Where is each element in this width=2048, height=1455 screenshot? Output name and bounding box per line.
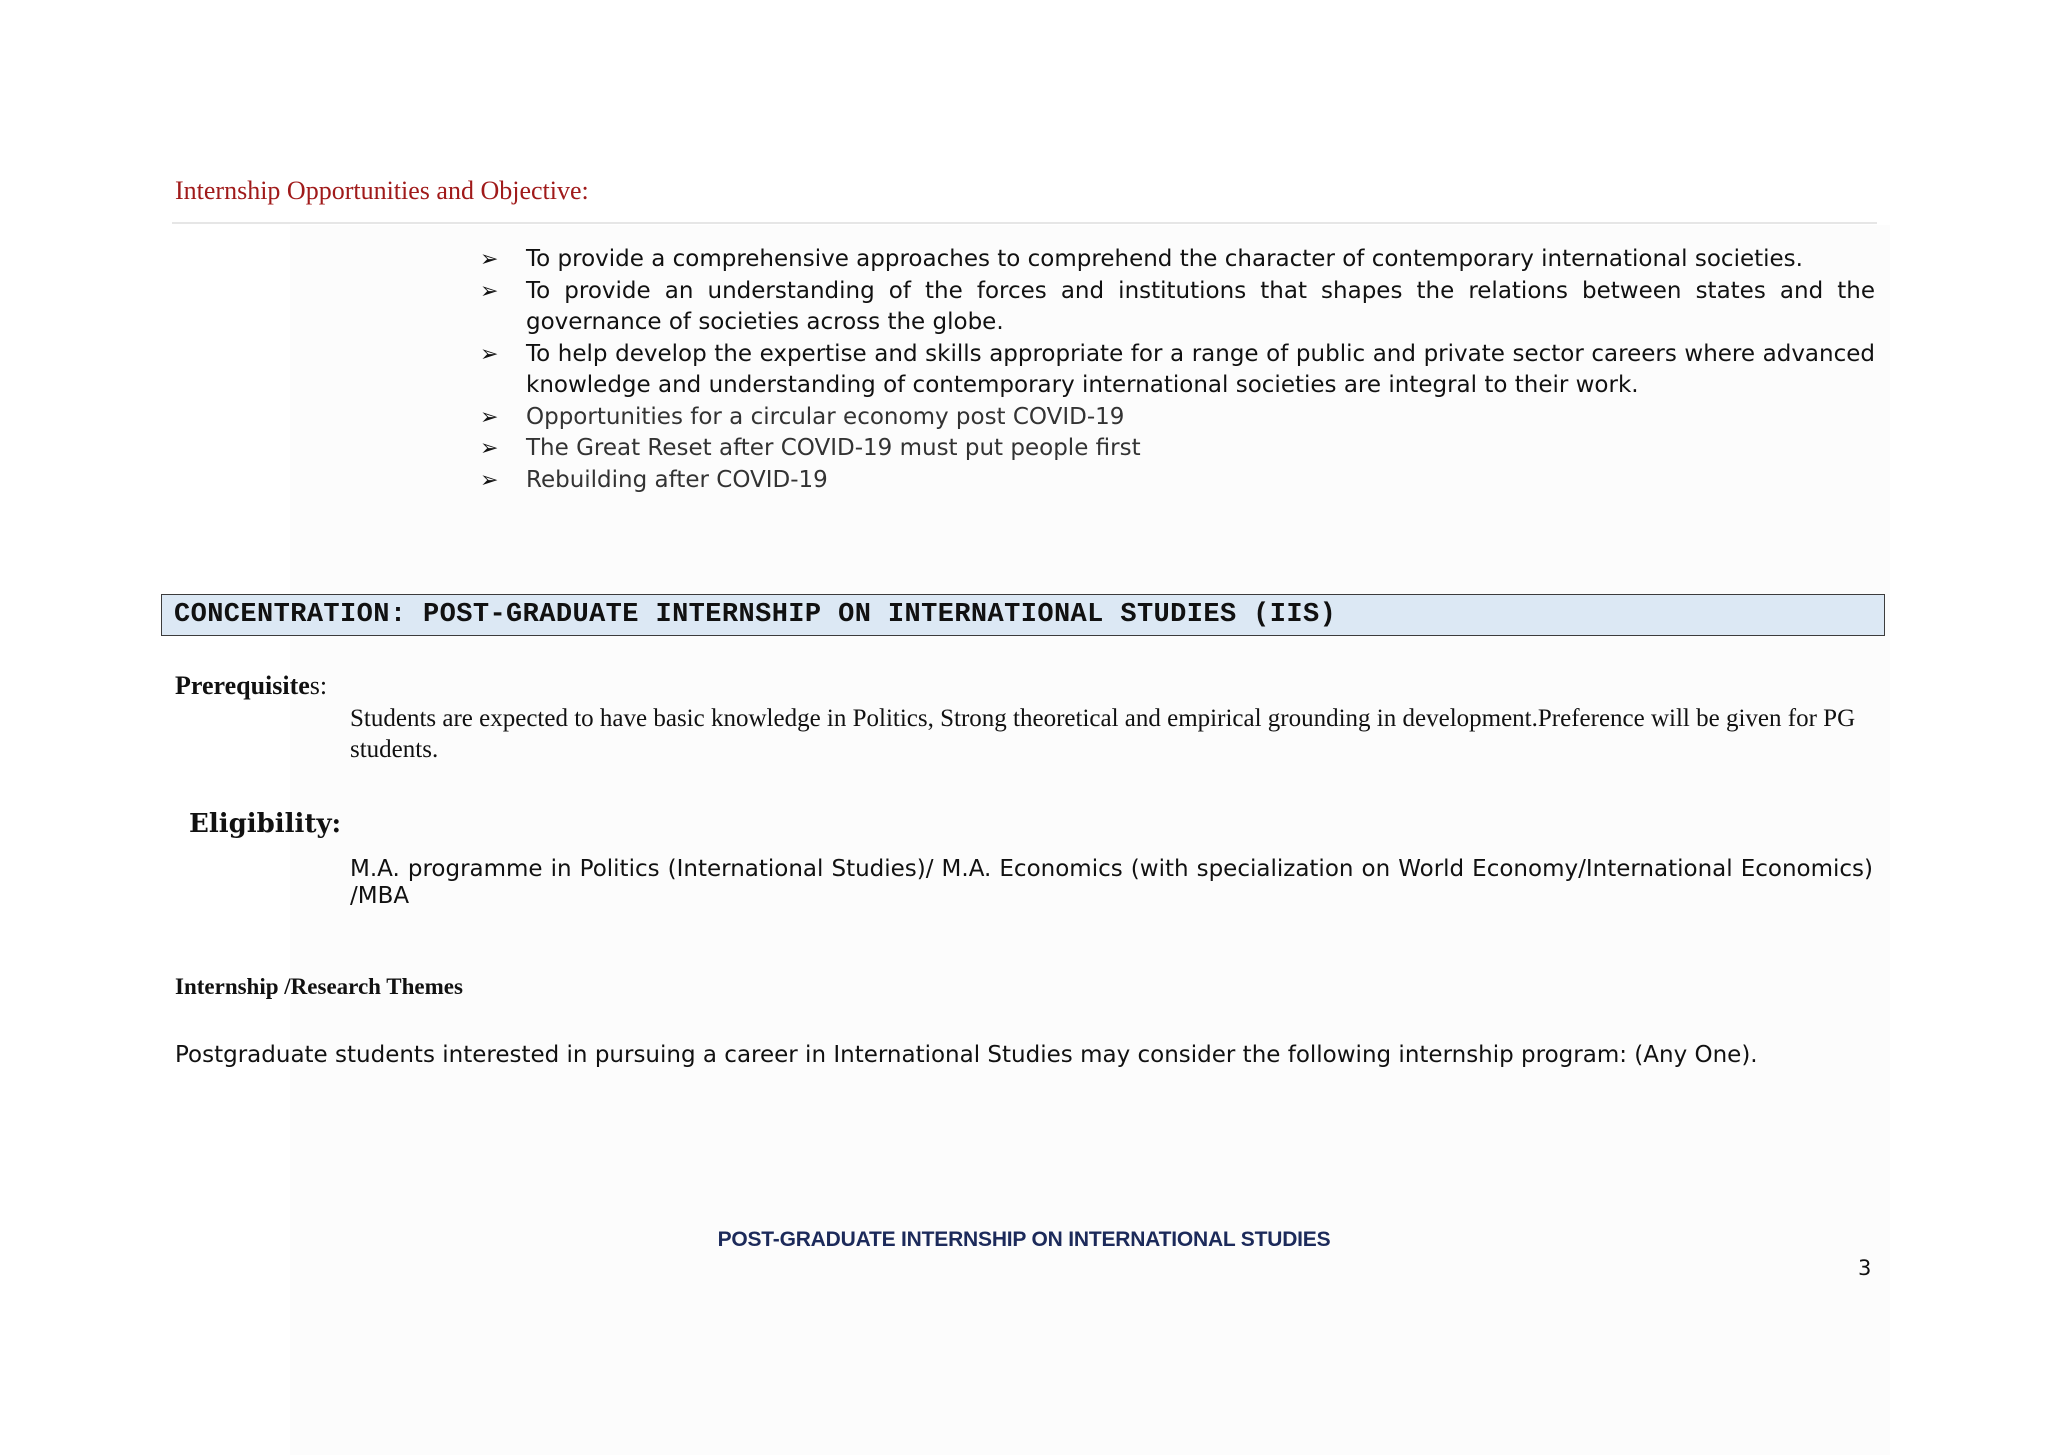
prerequisites-label-suffix: s:	[309, 671, 328, 700]
objective-text: Opportunities for a circular economy post COVID-19	[526, 403, 1125, 430]
page-number: 3	[1858, 1256, 1872, 1280]
objective-text: To provide a comprehensive approaches to comprehend the character of contemporary international societies.	[526, 246, 1803, 272]
objective-item	[480, 433, 1875, 465]
objective-item	[480, 244, 1875, 276]
section-heading-objectives: Internship Opportunities and Objective:	[175, 176, 589, 205]
objectives-list	[480, 244, 1875, 496]
prerequisites-label	[175, 671, 327, 701]
research-themes-intro: Postgraduate students interested in pursuing a career in International Studies may consider the following internship program: (Any One).	[175, 1042, 1758, 1068]
prerequisites-text: Students are expected to have basic knowledge in Politics, Strong theoretical and empirical grounding in development.Preference will be given for PG students.	[350, 705, 1856, 763]
arrowhead-bullet-icon: ➢	[480, 404, 499, 430]
objective-item	[480, 339, 1875, 402]
eligibility-text: M.A. programme in Politics (International Studies)/ M.A. Economics (with specialization on World Economy/International Economics) /MBA	[350, 856, 1873, 909]
objective-item	[480, 402, 1875, 434]
research-themes-heading: Internship /Research Themes	[175, 974, 463, 999]
prerequisites-label-bold: Prerequisite	[175, 671, 310, 700]
objective-text: To provide an understanding of the forces and institutions that shapes the relations between states and the governance of societies across the globe.	[526, 277, 1875, 335]
arrowhead-bullet-icon: ➢	[480, 467, 499, 493]
heading-divider	[172, 222, 1877, 224]
footer-title: POST-GRADUATE INTERNSHIP ON INTERNATIONAL STUDIES	[717, 1228, 1331, 1251]
eligibility-label: Eligibility:	[189, 809, 342, 839]
objective-text: Rebuilding after COVID-19	[526, 466, 828, 493]
objective-item	[480, 465, 1875, 497]
objective-item	[480, 276, 1875, 339]
arrowhead-bullet-icon: ➢	[480, 278, 499, 304]
arrowhead-bullet-icon: ➢	[480, 341, 499, 367]
concentration-banner	[161, 594, 1885, 636]
objective-text: To help develop the expertise and skills appropriate for a range of public and private sector careers where advanced knowledge and understanding of contemporary international societies are integral to their work.	[526, 340, 1875, 398]
concentration-title: CONCENTRATION: POST-GRADUATE INTERNSHIP ON INTERNATIONAL STUDIES (IIS)	[174, 600, 1337, 630]
objective-text: The Great Reset after COVID-19 must put people first	[526, 435, 1141, 461]
arrowhead-bullet-icon: ➢	[480, 247, 499, 272]
arrowhead-bullet-icon: ➢	[480, 436, 499, 461]
